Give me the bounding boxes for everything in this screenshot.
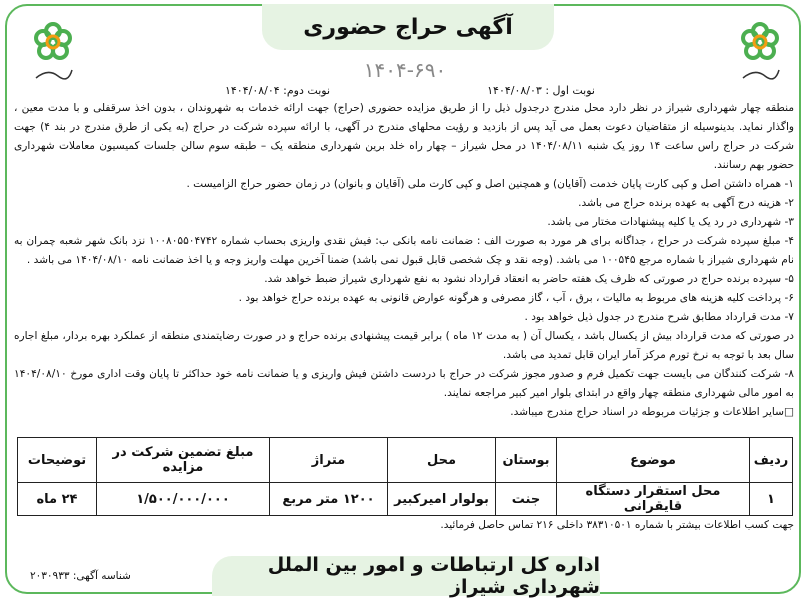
- table-row: [18, 483, 793, 516]
- condition-5: ۵- سپرده برنده حراج در صورتی که ظرف یک هفته حاضر به انعقاد قرارداد نشود به نفع شهرداری شیراز ضبط خواهد شد.: [264, 273, 794, 285]
- cell-notes: ۲۴ ماه: [18, 483, 97, 516]
- condition-7-note: در صورتی که مدت قرارداد بیش از یکسال باشد ، یکسال آن ( به مدت ۱۲ ماه ) برابر قیمت پیشنهادی برنده حراج و در صورت رضایتمندی منطقه از عملکرد بهره بردار، مبلغ اجاره سال بعد با توجه به نرخ تورم مرکز آمار ایران قابل تمدید می باشد.: [14, 330, 794, 361]
- ad-code: ۱۴۰۴-۶۹۰: [363, 58, 447, 82]
- first-turn-date: نوبت اول : ۱۴۰۴/۰۸/۰۳: [487, 84, 595, 97]
- cell-deposit: ۱/۵۰۰/۰۰۰/۰۰۰: [97, 483, 270, 516]
- col-notes: توضیحات: [18, 438, 97, 483]
- department-name: اداره کل ارتباطات و امور بین الملل شهرداری شیراز: [212, 556, 600, 596]
- ad-body: [14, 99, 794, 422]
- ad-title: آگهی حراج حضوری: [262, 4, 554, 50]
- second-turn-date: نوبت دوم: ۱۴۰۴/۰۸/۰۴: [224, 84, 330, 97]
- intro-paragraph: منطقه چهار شهرداری شیراز در نظر دارد محل مندرج درجدول ذیل را از طریق مزایده حضوری (حراج) جهت ارائه خدمات به شهروندان ، بدون اخذ سرقفلی و با مدت معین ، واگذار نماید. بدینوسیله از متقاضیان دعوت بعمل می آید پس از بازدید و رؤیت محلهای مندرج در آگهی، با ارائه سپرده شرکت در حراج (به یکی از طرق مندرج در بند ۴) جهت شرکت در حراج راس ساعت ۱۴ روز یک شنبه ۱۴۰۴/۰۸/۱۱ در محل شیراز – چهار راه خلد برین شهرداری منطقه یک – طبقه سوم سالن جلسات کمیسیون معاملات شهرداری حضور بهم رسانند.: [14, 102, 795, 171]
- col-row: ردیف: [750, 438, 793, 483]
- auction-table: [17, 437, 793, 516]
- condition-6: ۶- پرداخت کلیه هزینه های مربوط به مالیات ، برق ، آب ، گاز مصرفی و هرگونه عوارض قانونی به عهده برنده حراج خواهد بود .: [238, 292, 794, 304]
- cell-area: ۱۲۰۰ متر مربع: [270, 483, 388, 516]
- table-header-row: [18, 438, 793, 483]
- col-park: بوستان: [496, 438, 557, 483]
- condition-4: ۴- مبلغ سپرده شرکت در حراج ، جداگانه برای هر مورد به صورت الف : ضمانت نامه بانکی ب: فیش نقدی واریزی بحساب شماره ۱۰۰۸۰۵۵۰۴۷۴۲ نزد بانک شهر شعبه چمران به نام شهرداری شیراز با شماره مرجع ۱۰۰۵۴۵ می باشد. (وجه نقد و چک شخصی قابل قبول نمی باشد) ضمنا آخرین مهلت واریز وجه و یا اخذ ضمانت نامه ۱۴۰۴/۰۸/۱۰ می باشد .: [14, 235, 794, 266]
- shiraz-municipality-logo: [735, 20, 785, 90]
- condition-3: ۳- شهرداری در رد یک یا کلیه پیشنهادات مختار می باشد.: [547, 216, 794, 228]
- condition-7: ۷- مدت قرارداد مطابق شرح مندرج در جدول ذیل خواهد بود .: [524, 311, 794, 323]
- cell-park: جنت: [496, 483, 557, 516]
- cell-location: بولوار امیرکبیر: [388, 483, 496, 516]
- col-location: محل: [388, 438, 496, 483]
- col-deposit: مبلغ تضمین شرکت در مزایده: [97, 438, 270, 483]
- condition-8: ۸- شرکت کنندگان می بایست جهت تکمیل فرم و صدور مجوز شرکت در حراج با دردست داشتن فیش واریزی و یا ضمانت نامه خود حداکثر تا پایان وقت اداری مورخ ۱۴۰۴/۰۸/۱۰ به امور مالی شهرداری منطقه چهار واقع در ابتدای بلوار امیر کبیر مراجعه نمایند.: [14, 368, 794, 399]
- condition-1: ۱- همراه داشتن اصل و کپی کارت پایان خدمت (آقایان) و همچنین اصل و کپی کارت ملی (آقایان و بانوان) در زمان حضور حراج الزامیست .: [186, 178, 794, 190]
- cell-row: ۱: [750, 483, 793, 516]
- col-subject: موضوع: [557, 438, 750, 483]
- other-info: □سایر اطلاعات و جزئیات مربوطه در اسناد حراج مندرج میباشد.: [510, 406, 794, 418]
- ad-id: شناسه آگهی: ۲۰۳۰۹۳۳: [30, 570, 131, 582]
- cell-subject: محل استقرار دستگاه قایقرانی: [557, 483, 750, 516]
- col-area: متراژ: [270, 438, 388, 483]
- condition-2: ۲- هزینه درج آگهی به عهده برنده حراج می باشد.: [578, 197, 794, 209]
- shiraz-municipality-logo: [28, 20, 78, 90]
- contact-info: جهت کسب اطلاعات بیشتر با شماره ۳۸۳۱۰۵۰۱ داخلی ۲۱۶ تماس حاصل فرمائید.: [440, 519, 794, 531]
